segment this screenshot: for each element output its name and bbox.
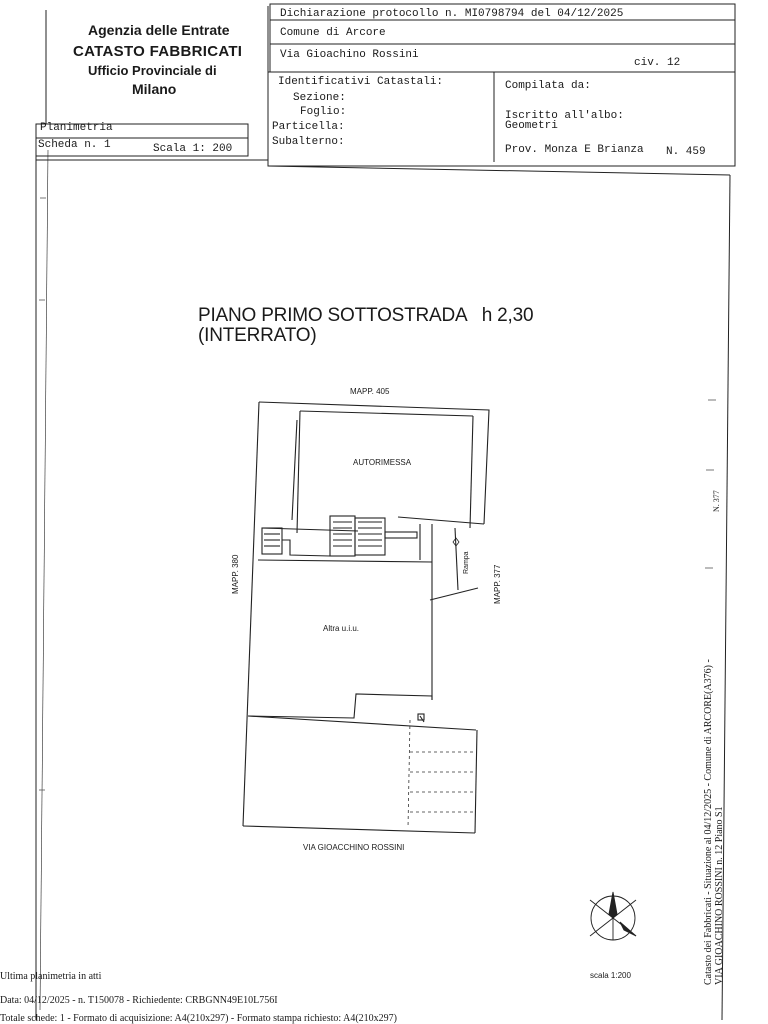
scheda-scale: Scala 1: 200	[153, 143, 233, 155]
ufficio-label: Ufficio Provinciale di	[88, 63, 217, 78]
footer-last-plan: Ultima planimetria in atti	[0, 971, 102, 982]
province-label: Prov. Monza E Brianza	[505, 144, 644, 156]
address-label: Via Gioachino Rossini	[280, 49, 419, 61]
street-label: VIA GIOACCHINO ROSSINI	[303, 843, 405, 852]
compilata-title: Compilata da:	[505, 80, 591, 92]
albo-value: Geometri	[505, 120, 558, 132]
footer-date-line: Data: 04/12/2025 - n. T150078 - Richiedente: CRBGNN49E10L756I	[0, 995, 278, 1006]
iscritto-label: Iscritto all'albo:	[505, 110, 624, 122]
mapp-right-label: MAPP. 377	[493, 564, 502, 604]
city-label: Milano	[132, 81, 177, 97]
agency-name: Agenzia delle Entrate	[88, 22, 230, 38]
comune-label: Comune di Arcore	[280, 27, 386, 39]
scheda-number: Scheda n. 1	[38, 139, 111, 151]
side-address-text: VIA GIOACHINO ROSSINI n. 12 Piano S1	[714, 806, 725, 985]
side-situation-text: Catasto dei Fabbricati - Situazione al 04/12/2025 - Comune di ARCORE(A376) -	[703, 659, 714, 985]
protocol-label: Dichiarazione protocollo n.	[280, 8, 459, 20]
mapp-left-label: MAPP. 380	[231, 554, 240, 594]
civ-label: civ. 12	[634, 57, 681, 69]
protocol-line	[280, 8, 623, 20]
protocol-date: 04/12/2025	[557, 8, 624, 20]
foglio-label: Foglio:	[300, 106, 347, 118]
ident-title: Identificativi Catastali:	[278, 76, 444, 88]
footer-format-line: Totale schede: 1 - Formato di acquisizione: A4(210x297) - Formato stampa richiesto: A4(210x297)	[0, 1013, 397, 1024]
sezione-label: Sezione:	[293, 92, 346, 104]
floor-title: PIANO PRIMO SOTTOSTRADA h 2,30	[198, 305, 534, 326]
catasto-title: CATASTO FABBRICATI	[73, 43, 243, 60]
protocol-number: MI0798794	[464, 8, 525, 20]
subalterno-label: Subalterno:	[272, 136, 345, 148]
room-garage-label: AUTORIMESSA	[353, 458, 412, 467]
compass-icon	[590, 892, 636, 940]
doc-type-label: Planimetria	[40, 122, 113, 134]
room-other-label: Altra u.i.u.	[323, 624, 360, 633]
mapp-top-label: MAPP. 405	[350, 387, 390, 396]
ramp-label: Rampa	[463, 551, 470, 574]
date-label: del	[530, 8, 551, 20]
registration-number: N. 459	[666, 146, 706, 158]
scale-label: scala 1:200	[590, 971, 631, 980]
particella-label: Particella:	[272, 121, 345, 133]
floor-subtitle: (INTERRATO)	[198, 325, 317, 346]
side-mark-text: N. 377	[712, 490, 721, 512]
